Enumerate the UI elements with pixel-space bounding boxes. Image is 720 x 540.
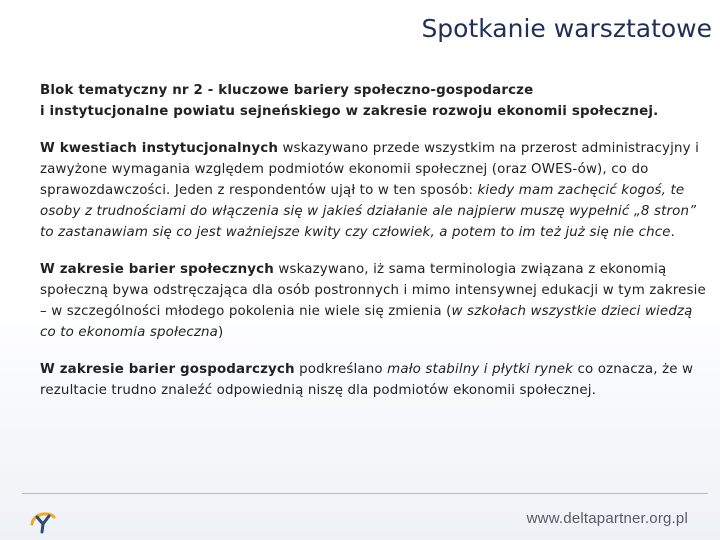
- social-quote: w szkołach wszystkie dzieci wiedzą co to ekonomia społeczna: [40, 304, 693, 340]
- deltapartner-logo-icon: [28, 508, 58, 534]
- block-heading-line1: Blok tematyczny nr 2 - kluczowe bariery społeczno-gospodarcze: [40, 83, 534, 98]
- footer-divider: [22, 493, 708, 494]
- page-title: Spotkanie warsztatowe: [421, 14, 712, 43]
- institutional-quote: kiedy mam zachęcić kogoś, te osoby z trudnościami do włączenia się w jakieś działanie ale najpierw muszę wypełnić „8 stron” to zastanawiam się co jest ważniejsze kwity czy człowiek, a potem to im też już się nie chce: [40, 183, 697, 240]
- social-text: wskazywano, iż sama terminologia związana z ekonomią społeczną bywa odstręczająca dla osób postronnych i mimo intensywnej edukacji w tym zakresie – w szczególności młodego pokolenia nie wiele się zmienia (: [40, 262, 706, 319]
- economic-quote: mało stabilny i płytki rynek: [387, 362, 574, 377]
- institutional-barriers-paragraph: [40, 138, 708, 243]
- social-barriers-paragraph: [40, 259, 708, 343]
- economic-end: co oznacza, że w rezultacie trudno znaleźć odpowiednią niszę dla podmiotów ekonomii społecznej.: [40, 362, 694, 398]
- institutional-end: .: [670, 225, 676, 240]
- block-heading: [40, 80, 708, 122]
- institutional-lead: W kwestiach instytucjonalnych: [40, 141, 279, 156]
- slide-content: [40, 80, 708, 417]
- economic-lead: W zakresie barier gospodarczych: [40, 362, 295, 377]
- economic-text: podkreślano: [294, 362, 388, 377]
- economic-barriers-paragraph: [40, 359, 708, 401]
- block-heading-line2: i instytucjonalne powiatu sejneńskiego w zakresie rozwoju ekonomii społecznej.: [40, 104, 659, 119]
- social-lead: W zakresie barier społecznych: [40, 262, 274, 277]
- institutional-text: wskazywano przede wszystkim na przerost administracyjny i zawyżone wymagania względem podmiotów ekonomii społecznej (oraz OWES-ów), co do sprawozdawczości. Jeden z respondentów ujął to w ten sposób:: [40, 141, 699, 198]
- website-link[interactable]: www.deltapartner.org.pl: [526, 510, 688, 527]
- social-end: ): [218, 325, 224, 340]
